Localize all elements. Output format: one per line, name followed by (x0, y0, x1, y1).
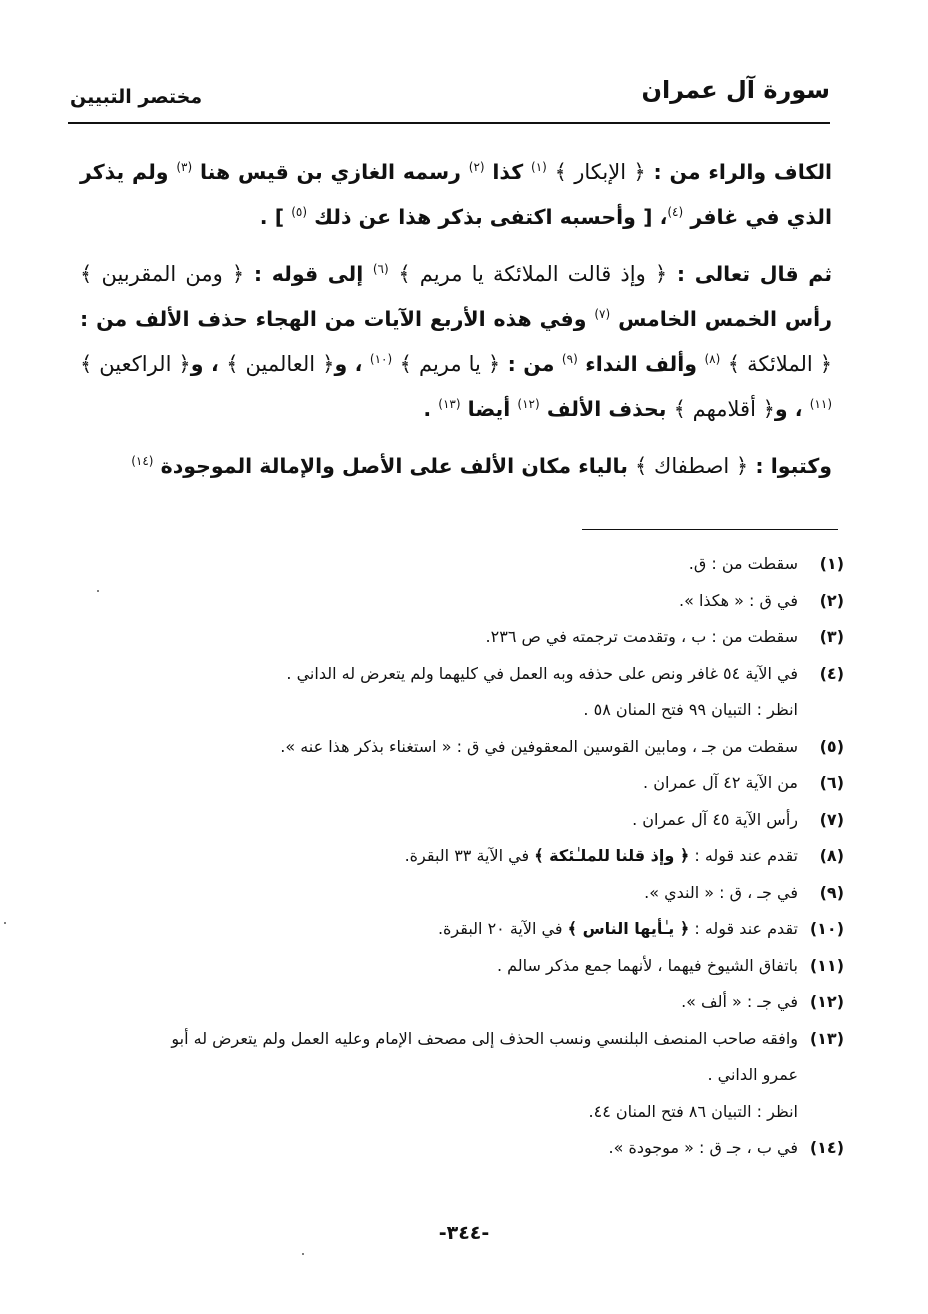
text: ، [ وأحسبه اكتفى بذكر هذا عن ذلك (314, 205, 668, 229)
footnote-text: عمرو الداني . (707, 1065, 798, 1084)
text: ] . (259, 205, 285, 229)
text: كذا (492, 160, 524, 184)
footnote-number: (٤) (819, 663, 844, 683)
footnote (80, 656, 844, 729)
footnotes (80, 546, 844, 1167)
quran-quote: ﴿ الراكعين ﴾ (80, 352, 191, 376)
footnote-ref[interactable]: (٢) (468, 160, 485, 175)
footnote-text (80, 911, 798, 948)
quran-quote: ﴿ الملائكة ﴾ (727, 352, 832, 376)
footnote-text: سقطت من : ب ، وتقدمت ترجمته في ص ٢٣٦. (485, 627, 798, 646)
footnote-ref[interactable]: (١١) (809, 397, 832, 412)
quran-quote: ﴿ أقلامهم ﴾ (673, 397, 775, 421)
footnote-text: رأس الآية ٤٥ آل عمران . (632, 809, 798, 829)
footnote (80, 838, 844, 875)
footnote-number: (٣) (819, 627, 844, 646)
scan-speck (97, 590, 99, 592)
footnote-text: في جـ : « ألف ». (681, 992, 798, 1011)
footnote-text (80, 838, 798, 875)
text: وألف النداء (585, 352, 698, 376)
footnote-ref[interactable]: (١٣) (438, 397, 461, 412)
footnote (80, 911, 844, 948)
footnote-ref[interactable]: (٤) (667, 205, 684, 220)
footnote-text: في ب ، جـ ق : « موجودة ». (608, 1138, 798, 1157)
footnote-text: انظر : التبيان ٨٦ فتح المنان ٤٤. (588, 1101, 798, 1121)
footnote-text-part: تقدم عند قوله : (694, 919, 798, 938)
footnote-text: باتفاق الشيوخ فيهما ، لأنهما جمع مذكر سالم . (496, 955, 798, 975)
footnote-number: (٦) (819, 773, 844, 792)
text: ، و (774, 397, 803, 421)
footnote (80, 583, 844, 620)
text: بحذف الألف (546, 397, 667, 421)
footnote-text: سقطت من : ق. (688, 554, 798, 573)
footnote-ref[interactable]: (٦) (372, 262, 389, 277)
text: ، و (334, 352, 363, 376)
footnote-number: (٨) (819, 846, 844, 865)
footnote-ref[interactable]: (٧) (594, 307, 611, 322)
footnote-ref[interactable]: (١) (531, 160, 547, 175)
quran-quote: ﴿ العالمين ﴾ (226, 352, 335, 376)
footnotes-separator (582, 529, 838, 530)
footnote-ref[interactable]: (١٠) (369, 352, 393, 367)
surah-title: سورة آل عمران (641, 76, 830, 104)
footnote (80, 729, 844, 766)
footnote-number: (١٣) (809, 1028, 844, 1048)
footnote-text: في الآية ٥٤ غافر ونص على حذفه وبه العمل في كليهما ولم يتعرض له الداني . (286, 663, 798, 683)
footnote (80, 1130, 844, 1167)
footnote-text: في ق : « هكذا ». (679, 590, 798, 610)
footnote (80, 1021, 844, 1131)
text: ثم قال تعالى : (676, 262, 833, 286)
quran-quote: ﴿ ومن المقربين ﴾ (80, 262, 245, 286)
quran-quote: ﴿ الإبكار ﴾ (554, 160, 646, 184)
running-header (70, 72, 830, 116)
footnote-number: (٩) (819, 882, 844, 902)
footnote-ref[interactable]: (١٤) (131, 454, 154, 469)
quran-quote: ﴿ يا مريم ﴾ (399, 352, 501, 376)
text: بالياء مكان الألف على الأصل والإمالة الموجودة (160, 454, 628, 478)
text: وكتبوا : (755, 454, 832, 478)
text: إلى قوله : (253, 262, 364, 286)
footnote-text-part: في الآية ٣٣ البقرة. (404, 846, 530, 865)
quran-quote: ﴿ اصطفاك ﴾ (635, 454, 749, 478)
book-title: مختصر التبيين (70, 86, 203, 108)
footnote-text-part: تقدم عند قوله : (694, 846, 798, 865)
text: رأس الخمس الخامس (618, 307, 833, 331)
text: . (423, 397, 432, 421)
footnote-number: (١٠) (809, 919, 844, 938)
quran-quote: ﴿ وإذ قالت الملائكة يا مريم ﴾ (398, 262, 668, 286)
quran-quote: ﴿ يـٰأيها الناس ﴾ (567, 919, 690, 938)
text: رسمه الغازي بن قيس هنا (199, 160, 461, 184)
paragraph-1 (80, 150, 832, 240)
footnote-number: (٥) (819, 736, 844, 756)
footnote (80, 765, 844, 802)
footnote (80, 546, 844, 583)
footnote-text-part: في الآية ٢٠ البقرة. (437, 919, 563, 938)
footnote-text: انظر : التبيان ٩٩ فتح المنان ٥٨ . (583, 700, 798, 719)
footnote-text: سقطت من جـ ، ومابين القوسين المعقوفين في ق : « استغناء بذكر هذا عنه ». (280, 736, 798, 756)
footnote-text: في جـ ، ق : « الندي ». (644, 882, 798, 902)
text: ، و (190, 352, 219, 376)
text: وفي هذه الأربع الآيات من الهجاء حذف الألف من : (80, 307, 587, 331)
scan-speck (4, 922, 6, 924)
footnote (80, 875, 844, 912)
footnote-text: وافقه صاحب المنصف البلنسي ونسب الحذف إلى مصحف الإمام وعليه العمل ولم يتعرض له أبو (171, 1028, 798, 1048)
footnote-number: (١١) (809, 955, 844, 975)
footnote (80, 619, 844, 656)
footnote-ref[interactable]: (٣) (176, 160, 193, 175)
text: الكاف والراء من : (653, 160, 833, 184)
footnote-ref[interactable]: (١٢) (517, 397, 540, 412)
footnote (80, 948, 844, 985)
footnote-text: من الآية ٤٢ آل عمران . (643, 773, 798, 792)
footnote-number: (٢) (819, 590, 844, 610)
footnote-number: (٧) (819, 809, 844, 829)
footnote-number: (١٢) (809, 992, 844, 1011)
text: أيضا (467, 397, 511, 421)
footnote-number: (١٤) (809, 1138, 844, 1157)
footnote-ref[interactable]: (٨) (704, 352, 721, 367)
footnote-number: (١) (819, 554, 844, 573)
paragraph-3 (80, 444, 832, 489)
text: من : (507, 352, 555, 376)
main-text (80, 150, 832, 501)
header-rule (68, 122, 830, 124)
footnote-ref[interactable]: (٩) (561, 352, 578, 367)
scan-speck (302, 1253, 304, 1255)
footnote (80, 802, 844, 839)
text: ولم يذكر الذي في غافر (80, 160, 832, 229)
quran-quote: ﴿ وإذ قلنا للملـٰئكة ﴾ (534, 846, 690, 865)
paragraph-2 (80, 252, 832, 432)
footnote (80, 984, 844, 1021)
footnote-ref[interactable]: (٥) (291, 205, 308, 220)
page-number: -٣٤٤- (438, 1222, 490, 1244)
